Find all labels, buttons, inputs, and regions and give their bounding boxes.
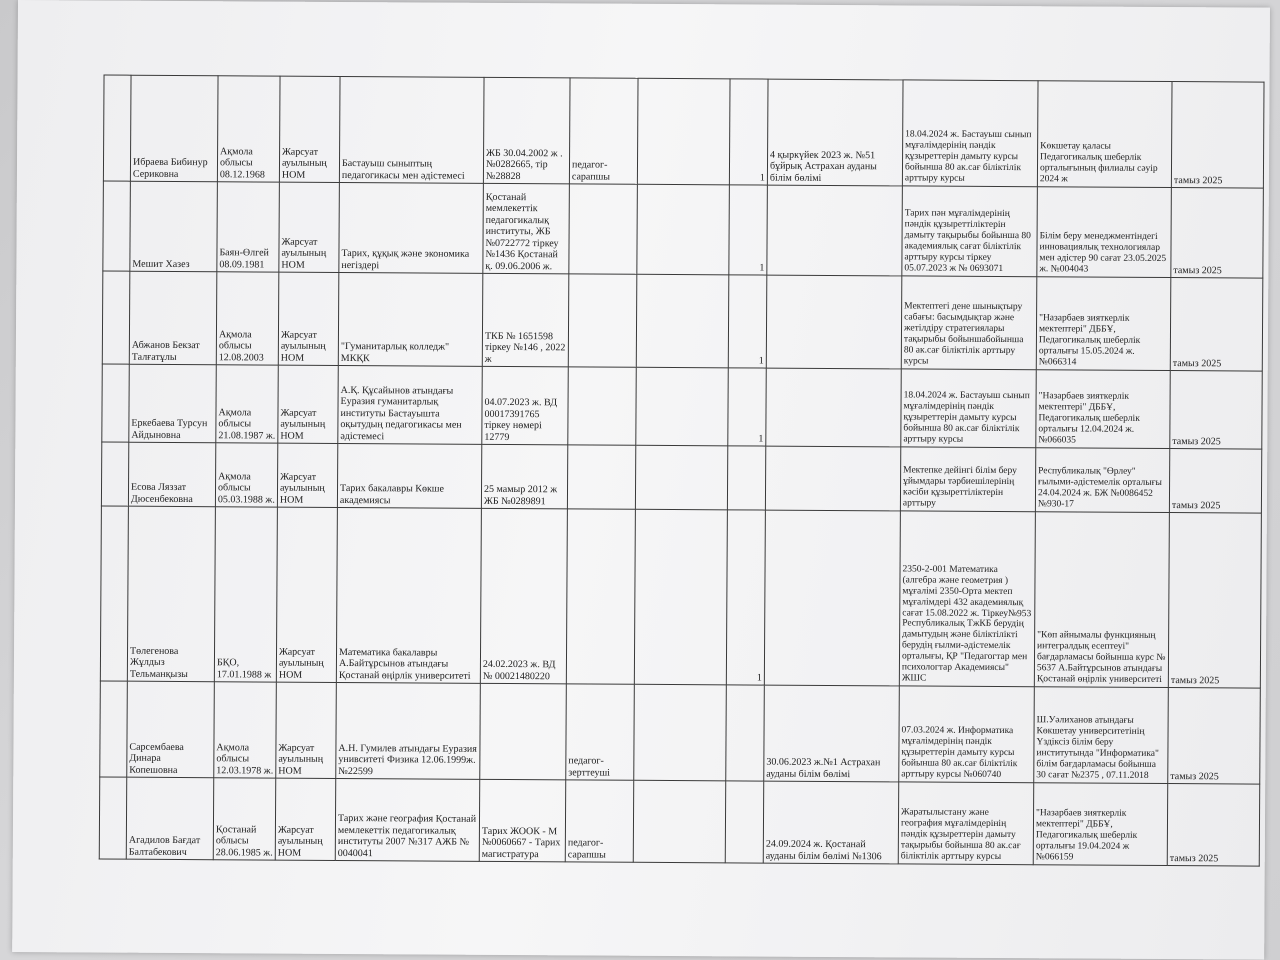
status-cell: Жарсуат ауылының НОМ <box>278 365 338 443</box>
index-cell <box>102 364 129 442</box>
certificate-cell: Көкшетау қаласы Педагогикалық шеберлік орталығының филиалы сәуір 2024 ж <box>1037 81 1172 188</box>
order-cell <box>764 510 900 686</box>
diploma-cell: 24.02.2023 ж. ВД № 00021480220 <box>480 508 567 684</box>
index-cell <box>102 271 130 364</box>
certificate-cell: "Назарбаев зияткерлік мектептері" ДББҰ, Педагогикалық шеберлік орталығы 19.04.2024 ж №066159 <box>1033 783 1167 866</box>
table-row <box>103 75 1264 188</box>
index-cell <box>99 777 127 859</box>
status-cell: Жарсуат ауылының НОМ <box>275 778 335 860</box>
category-cell: педагог-зерттеуші <box>566 684 635 780</box>
order-cell <box>767 185 903 276</box>
term-cell: тамыз 2025 <box>1167 784 1259 867</box>
index-cell <box>103 181 131 271</box>
specialty-cell: Бастауыш сыныптың педагогикасы мен әдістемесі <box>339 76 484 183</box>
table-row <box>100 681 1261 784</box>
diploma-cell <box>480 683 567 780</box>
index-cell <box>103 75 131 181</box>
rate-cell <box>725 781 764 863</box>
certificate-cell: "Назарбаев зияткерлік мектептері" ДББҰ, Педагогикалық шеберлік орталығы 15.05.2024 ж. №066314 <box>1036 277 1171 371</box>
category-cell <box>566 509 635 684</box>
empty-cell <box>637 184 730 275</box>
diploma-cell: Қостанай мемлекеттік педагогикалық институты, ЖБ №0722772 тіркеу №1436 Қостанай қ. 09.06.2006 ж. <box>483 183 570 274</box>
course-cell: Мектепке дейінгі білім беру ұйымдары тәрбиешілерінің кәсіби құзыреттіліктерін арттыру <box>900 447 1035 512</box>
term-cell: тамыз 2025 <box>1170 371 1262 450</box>
birth-cell: БҚО, 17.01.1988 ж <box>214 507 277 682</box>
category-cell <box>568 274 637 367</box>
table-row <box>99 777 1259 866</box>
term-cell: тамыз 2025 <box>1171 188 1264 279</box>
name-cell: Агадилов Бағдат Балтабекович <box>126 777 213 860</box>
rate-cell <box>727 446 765 510</box>
rate-cell: 1 <box>728 368 766 446</box>
birth-cell: Баян-Өлгей 08.09.1981 <box>217 182 280 272</box>
index-cell <box>100 681 128 777</box>
course-cell: 2350-2-001 Математика (алгебра және геометрия ) мұғалімі 2350-Орта мектеп мұғалімдері 432 академиялық сағат 15.08.2022 ж. Тіркеу№953 Республикалық ТжКБ берудің дамытудың және біліктілікті берудің ғылми-әдістемелік орталығы, ҚР "Педагогтар мен психологтар Академиясы" ЖШС <box>899 511 1035 687</box>
specialty-cell: А.Н. Гумилев атындағы Еуразия унивситеті Физика 12.06.1999ж. №22599 <box>336 682 481 779</box>
birth-cell: Қостанай облысы 28.06.1985 ж. <box>213 778 275 860</box>
index-cell <box>100 506 128 681</box>
status-cell: Жарсуат ауылының НОМ <box>276 507 337 682</box>
table-row <box>100 506 1261 688</box>
course-cell: Жаратылыстану және география мұғалімдерінің пәндік құзыреттерін дамыту тақырыбы бойынша 80 ак.сағ біліктілік арттыру курсы <box>898 782 1033 865</box>
index-cell <box>101 442 128 506</box>
empty-cell <box>633 780 725 863</box>
course-cell: Тарих пән мұғалімдерінің пәндік құзыреттіліктерін дамыту тақырыбы бойынша 80 академиялық сағат біліктілік арттыру курсы тіркеу 05.07.2023 ж № 0693071 <box>902 186 1038 277</box>
term-cell: тамыз 2025 <box>1168 688 1261 785</box>
rate-cell: 1 <box>729 185 768 275</box>
course-cell: 18.04.2024 ж. Бастауыш сынып мұғалімдерінің пәндік құзыреттерін дамыту курсы бойынша 80 ак.сағ біліктілік арттыру курсы <box>902 80 1038 187</box>
name-cell: Сарсембаева Динара Копешовна <box>127 681 215 778</box>
rate-cell: 1 <box>728 275 767 368</box>
empty-cell <box>634 684 727 781</box>
diploma-cell: ТКБ № 1651598 тіркеу №146 , 2022 ж <box>482 273 569 367</box>
order-cell <box>766 275 902 369</box>
empty-cell <box>637 78 730 185</box>
order-cell <box>765 446 900 511</box>
status-cell: Жарсуат ауылының НОМ <box>279 76 340 182</box>
category-cell: педагог-сарапшы <box>569 78 638 184</box>
order-cell <box>766 368 901 447</box>
order-cell: 30.06.2023 ж.№1 Астрахан ауданы білім бөлімі <box>764 685 900 782</box>
certificate-cell: Республикалық "Өрлеу" ғылыми-әдістемелік орталығы 24.04.2024 ж. БЖ №0086452 №930-17 <box>1035 448 1169 513</box>
name-cell: Абжанов Бекзат Талғатұлы <box>129 271 217 365</box>
table-row <box>101 442 1261 513</box>
empty-cell <box>636 367 728 446</box>
birth-cell: Ақмола облысы 08.12.1968 <box>217 76 280 182</box>
status-cell: Жарсуат ауылының НОМ <box>277 443 337 507</box>
birth-cell: Ақмола облысы 12.03.1978 ж. <box>214 682 277 778</box>
term-cell: тамыз 2025 <box>1168 513 1261 689</box>
specialty-cell: "Гуманитарлық колледж" МКҚК <box>338 272 483 366</box>
specialty-cell: А.Қ. Құсайынов атындағы Еуразия гуманитарлық институты Бастауышта оқытудың педагогикасы мен әдістемесі <box>338 365 482 444</box>
empty-cell <box>634 509 727 685</box>
diploma-cell: 25 мамыр 2012 ж ЖБ №0289891 <box>481 444 567 509</box>
table-body <box>99 75 1264 866</box>
course-cell: Мектептегі дене шынықтыру сабағы: басымдықтар және жетілдіру стратегиялары тақырыбы бойыншабойынша 80 ак.сағ біліктілік арттыру курсы <box>901 276 1037 370</box>
empty-cell <box>635 445 727 510</box>
certificate-cell: Ш.Уәлиханов атындағы Көкшетау университетінің Үздіксіз білім беру институтында "Информатика" білім бағдарламасы бойынша 30 сағат №2375 , 07.11.2018 <box>1034 687 1169 784</box>
category-cell <box>568 367 636 445</box>
rate-cell: 1 <box>726 510 765 685</box>
rate-cell: 1 <box>729 79 768 185</box>
diploma-cell: Тарих ЖООК - М №0060667 - Тарих магистратура <box>479 779 565 862</box>
specialty-cell: Тарих, құқық және экономика негіздері <box>339 182 484 273</box>
status-cell: Жарсуат ауылының НОМ <box>276 682 337 778</box>
specialty-cell: Тарих және география Қостанай мемлекеттік педагогикалық институты 2007 №317 АЖБ № 0040041 <box>335 778 479 861</box>
course-cell: 18.04.2024 ж. Бастауыш сынып мұғалімдерінің пәндік құзыреттерін дамыту курсы бойынша 80 ак.сағ біліктілік арттыру курсы <box>901 369 1036 448</box>
birth-cell: Ақмола облысы 21.08.1987 ж. <box>216 365 278 443</box>
table-row <box>102 364 1262 449</box>
certificate-cell: Білім беру менеджментіндегі инновациялық технологиялар мен әдістер 90 сағат 23.05.2025 ж. №004043 <box>1037 187 1172 278</box>
name-cell: Төлегенова Жұлдыз Тельманқызы <box>127 506 215 682</box>
term-cell: тамыз 2025 <box>1170 278 1263 372</box>
table-row <box>103 181 1264 278</box>
category-cell <box>567 445 635 509</box>
category-cell <box>569 184 638 274</box>
name-cell: Еркебаева Турсун Айдыновна <box>129 364 216 443</box>
birth-cell: Ақмола облысы 12.08.2003 <box>216 272 279 365</box>
diploma-cell: 04.07.2023 ж. ВД 00017391765 тіркеу нөмері 12779 <box>482 366 568 445</box>
category-cell: педагог-сарапшы <box>565 780 633 862</box>
order-cell: 4 қыркүйек 2023 ж. №51 бұйрық Астрахан ауданы білім бөлімі <box>767 79 903 186</box>
teachers-table <box>99 75 1265 867</box>
term-cell: тамыз 2025 <box>1169 449 1261 514</box>
diploma-cell: ЖБ 30.04.2002 ж . №0282665, тір №28828 <box>483 77 570 184</box>
empty-cell <box>636 274 729 368</box>
course-cell: 07.03.2024 ж. Информатика мұғалімдерінің пәндік құзыреттерін дамыту курсы бойынша 80 ак.сағ біліктілік арттыру курсы №060740 <box>899 686 1035 783</box>
birth-cell: Ақмола облысы 05.03.1988 ж. <box>215 443 277 507</box>
status-cell: Жарсуат ауылының НОМ <box>278 272 339 365</box>
name-cell: Ибраева Бибинур Сериковна <box>130 75 218 182</box>
specialty-cell: Тарих бакалавры Көкше академиясы <box>337 443 481 508</box>
name-cell: Есова Ляззат Дюсенбековна <box>128 442 215 507</box>
specialty-cell: Математика бакалавры А.Байтұрсынов атындағы Қостанай өңірлік университеті <box>336 507 481 683</box>
term-cell: тамыз 2025 <box>1171 82 1264 189</box>
certificate-cell: "Назарбаев зияткерлік мектептері" ДББҰ, Педагогикалық шеберлік орталығы 12.04.2024 ж. №066035 <box>1036 370 1170 449</box>
document-page <box>12 0 1270 960</box>
name-cell: Мешит Хазез <box>130 181 218 272</box>
order-cell: 24.09.2024 ж. Қостанай ауданы білім бөлімі №1306 <box>763 781 898 864</box>
table-row <box>102 271 1263 371</box>
certificate-cell: "Көп айнымалы функцияның интегралдық есептеуі" бағдарламасы бойынша курс № 5637 А.Байтұрсынов атындағы Қостанай өңірлік университеті <box>1034 512 1169 688</box>
status-cell: Жарсуат ауылының НОМ <box>279 182 340 272</box>
rate-cell <box>726 685 765 781</box>
